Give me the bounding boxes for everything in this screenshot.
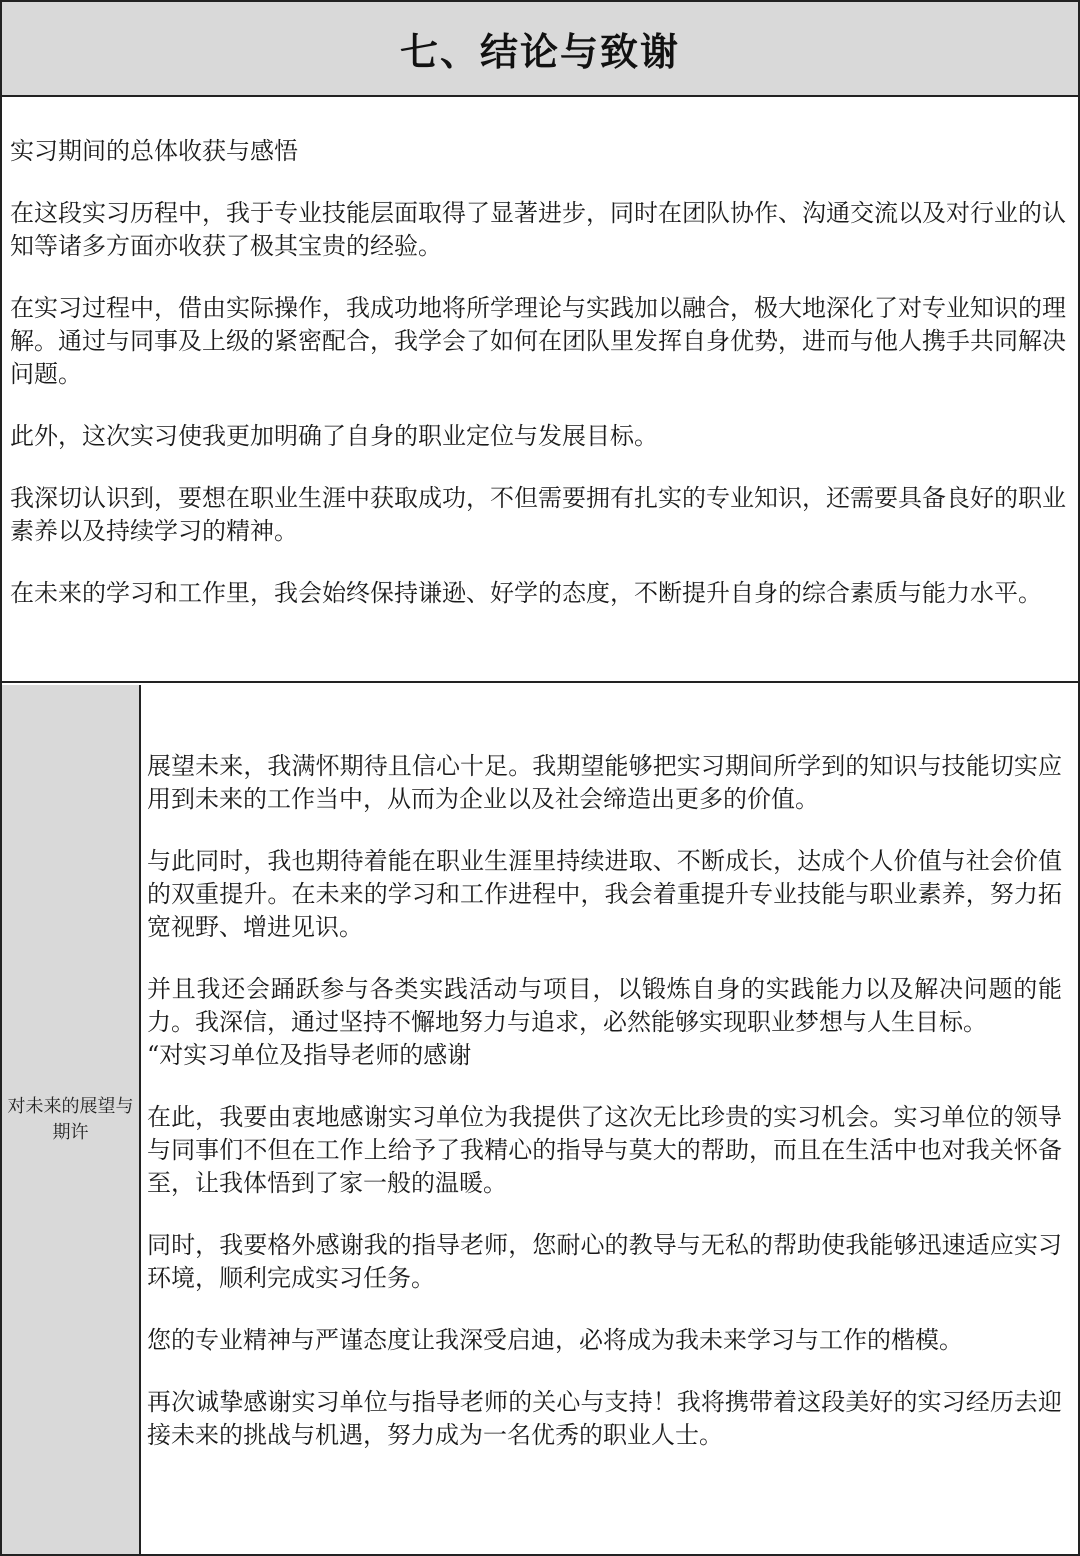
outlook-paragraph: 并且我还会踊跃参与各类实践活动与项目，以锻炼自身的实践能力以及解决问题的能力。我深信，通过坚持不懈地努力与追求，必然能够实现职业梦想与人生目标。 — [147, 975, 1062, 1036]
summary-section — [2, 97, 1078, 683]
summary-paragraph: 在这段实习历程中，我于专业技能层面取得了显著进步，同时在团队协作、沟通交流以及对行业的认知等诸多方面亦收获了极其宝贵的经验。 — [10, 199, 1066, 260]
summary-heading: 实习期间的总体收获与感悟 — [10, 137, 298, 165]
thanks-paragraph: 同时，我要格外感谢我的指导老师，您耐心的教导与无私的帮助使我能够迅速适应实习环境，顺利完成实习任务。 — [147, 1231, 1062, 1292]
summary-paragraph: 我深切认识到，要想在职业生涯中获取成功，不但需要拥有扎实的专业知识，还需要具备良好的职业素养以及持续学习的精神。 — [10, 484, 1066, 545]
outlook-label: 对未来的展望与期许 — [7, 1095, 134, 1143]
outlook-content-cell — [141, 685, 1078, 1554]
summary-paragraph: 在未来的学习和工作里，我会始终保持谦逊、好学的态度，不断提升自身的综合素质与能力水平。 — [10, 579, 1042, 607]
thanks-paragraph: 在此，我要由衷地感谢实习单位为我提供了这次无比珍贵的实习机会。实习单位的领导与同事们不但在工作上给予了我精心的指导与莫大的帮助，而且在生活中也对我关怀备至，让我体悟到了家一般的温暖。 — [147, 1103, 1062, 1197]
outlook-paragraph: 与此同时，我也期待着能在职业生涯里持续进取、不断成长，达成个人价值与社会价值的双重提升。在未来的学习和工作进程中，我会着重提升专业技能与职业素养，努力拓宽视野、增进见识。 — [147, 847, 1062, 941]
outlook-paragraph: 展望未来，我满怀期待且信心十足。我期望能够把实习期间所学到的知识与技能切实应用到未来的工作当中，从而为企业以及社会缔造出更多的价值。 — [147, 752, 1062, 813]
page-title: 七、结论与致谢 — [399, 30, 680, 74]
thanks-paragraph: 您的专业精神与严谨态度让我深受启迪，必将成为我未来学习与工作的楷模。 — [147, 1326, 963, 1354]
outlook-row — [2, 685, 1078, 1554]
summary-paragraph: 在实习过程中，借由实际操作，我成功地将所学理论与实践加以融合，极大地深化了对专业知识的理解。通过与同事及上级的紧密配合，我学会了如何在团队里发挥自身优势，进而与他人携手共同解决问题。 — [10, 294, 1066, 388]
thanks-paragraph: 再次诚挚感谢实习单位与指导老师的关心与支持！我将携带着这段美好的实习经历去迎接未来的挑战与机遇，努力成为一名优秀的职业人士。 — [147, 1388, 1062, 1449]
title-row — [2, 2, 1078, 97]
summary-paragraph: 此外，这次实习使我更加明确了自身的职业定位与发展目标。 — [10, 422, 658, 450]
outlook-label-cell — [2, 685, 141, 1554]
thanks-heading: “对实习单位及指导老师的感谢 — [147, 1041, 472, 1069]
